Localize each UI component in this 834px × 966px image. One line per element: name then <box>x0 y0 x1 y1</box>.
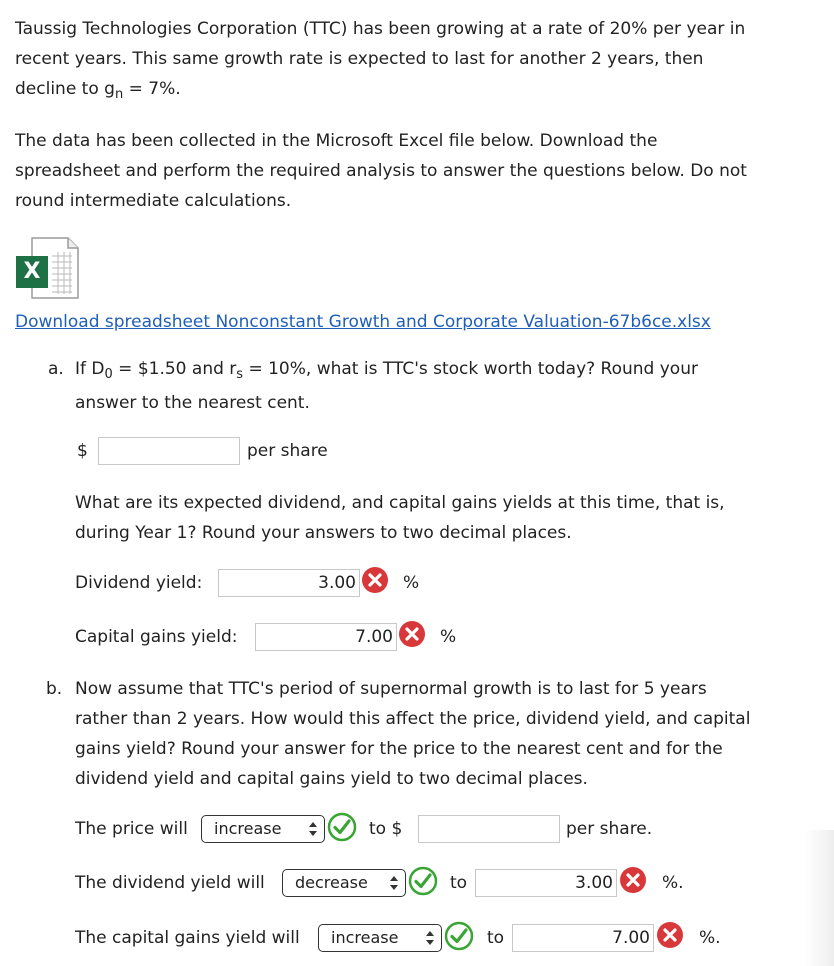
dividend-yield-will-label: The dividend yield will <box>75 873 265 893</box>
scroll-edge-shadow <box>804 830 834 966</box>
part-b-line-1: Now assume that TTC's period of supernormal growth is to last for 5 years <box>75 679 707 699</box>
dividend-yield-label: Dividend yield: <box>75 573 203 593</box>
excel-file-icon[interactable] <box>14 236 80 300</box>
select-arrows-icon <box>389 874 399 892</box>
stock-price-input[interactable] <box>98 437 240 465</box>
capital-gains-direction-select[interactable] <box>318 924 442 952</box>
intro-line-1: Taussig Technologies Corporation (TTC) has been growing at a rate of 20% per year in <box>15 19 746 39</box>
intro-paragraph <box>15 14 815 106</box>
incorrect-x-icon <box>361 566 389 594</box>
part-b-letter: b. <box>46 679 63 699</box>
capital-gains-yield-percent: % <box>440 627 457 647</box>
dividend-yield-percent: % <box>403 573 420 593</box>
capital-gains-direction-value: increase <box>331 928 399 947</box>
new-price-input[interactable] <box>418 815 560 843</box>
new-capital-gains-yield-input[interactable]: 7.00 <box>512 924 654 952</box>
incorrect-x-icon <box>619 866 647 894</box>
part-b-line-3: gains yield? Round your answer for the price to the nearest cent and for the <box>75 739 723 759</box>
to-dollar-label: to $ <box>369 819 403 839</box>
excel-icon-letter: X <box>23 259 41 284</box>
part-a-question-line-2: answer to the nearest cent. <box>75 393 310 413</box>
capital-gains-yield-will-label: The capital gains yield will <box>75 928 300 948</box>
capital-gains-yield-percent: %. <box>699 928 721 948</box>
capital-gains-yield-label: Capital gains yield: <box>75 627 238 647</box>
select-arrows-icon <box>308 820 318 838</box>
download-spreadsheet-link[interactable]: Download spreadsheet Nonconstant Growth and Corporate Valuation-67b6ce.xlsx <box>15 312 711 332</box>
dividend-direction-select[interactable] <box>282 869 406 897</box>
dollar-sign: $ <box>77 441 88 461</box>
price-direction-select[interactable] <box>201 815 325 843</box>
incorrect-x-icon <box>656 921 684 949</box>
yields-question-line-1: What are its expected dividend, and capital gains yields at this time, that is, <box>75 493 725 513</box>
dividend-direction-value: decrease <box>295 873 368 892</box>
part-a-question-line-1: If $D_0$ = $1.50 and $r_s = 10\%$, what is TTC's stock worth today? Round your <box>75 359 698 382</box>
correct-check-icon <box>327 812 357 842</box>
select-arrows-icon <box>425 929 435 947</box>
part-a-letter: a. <box>48 359 64 379</box>
capital-gains-yield-input[interactable]: 7.00 <box>255 623 397 651</box>
to-label: to <box>450 873 468 893</box>
intro-line-3: decline to $g_n = 7\%$. <box>15 79 181 102</box>
price-direction-value: increase <box>214 819 282 838</box>
price-will-label: The price will <box>75 819 188 839</box>
to-label: to <box>487 928 505 948</box>
incorrect-x-icon <box>398 620 426 648</box>
yields-question-line-2: during Year 1? Round your answers to two decimal places. <box>75 523 572 543</box>
intro-line-2: recent years. This same growth rate is expected to last for another 2 years, then <box>15 49 704 69</box>
dividend-yield-input[interactable]: 3.00 <box>218 569 360 597</box>
dividend-yield-percent: %. <box>662 873 684 893</box>
data-line-2: spreadsheet and perform the required analysis to answer the questions below. Do not <box>15 161 747 181</box>
per-share-label: per share. <box>566 819 653 839</box>
per-share-label: per share <box>247 441 328 461</box>
data-line-1: The data has been collected in the Microsoft Excel file below. Download the <box>15 131 658 151</box>
part-b-line-2: rather than 2 years. How would this affect the price, dividend yield, and capital <box>75 709 751 729</box>
data-line-3: round intermediate calculations. <box>15 191 292 211</box>
correct-check-icon <box>408 866 438 896</box>
data-paragraph <box>15 126 815 216</box>
new-dividend-yield-input[interactable]: 3.00 <box>475 869 617 897</box>
part-b-line-4: dividend yield and capital gains yield to two decimal places. <box>75 769 588 789</box>
correct-check-icon <box>444 921 474 951</box>
